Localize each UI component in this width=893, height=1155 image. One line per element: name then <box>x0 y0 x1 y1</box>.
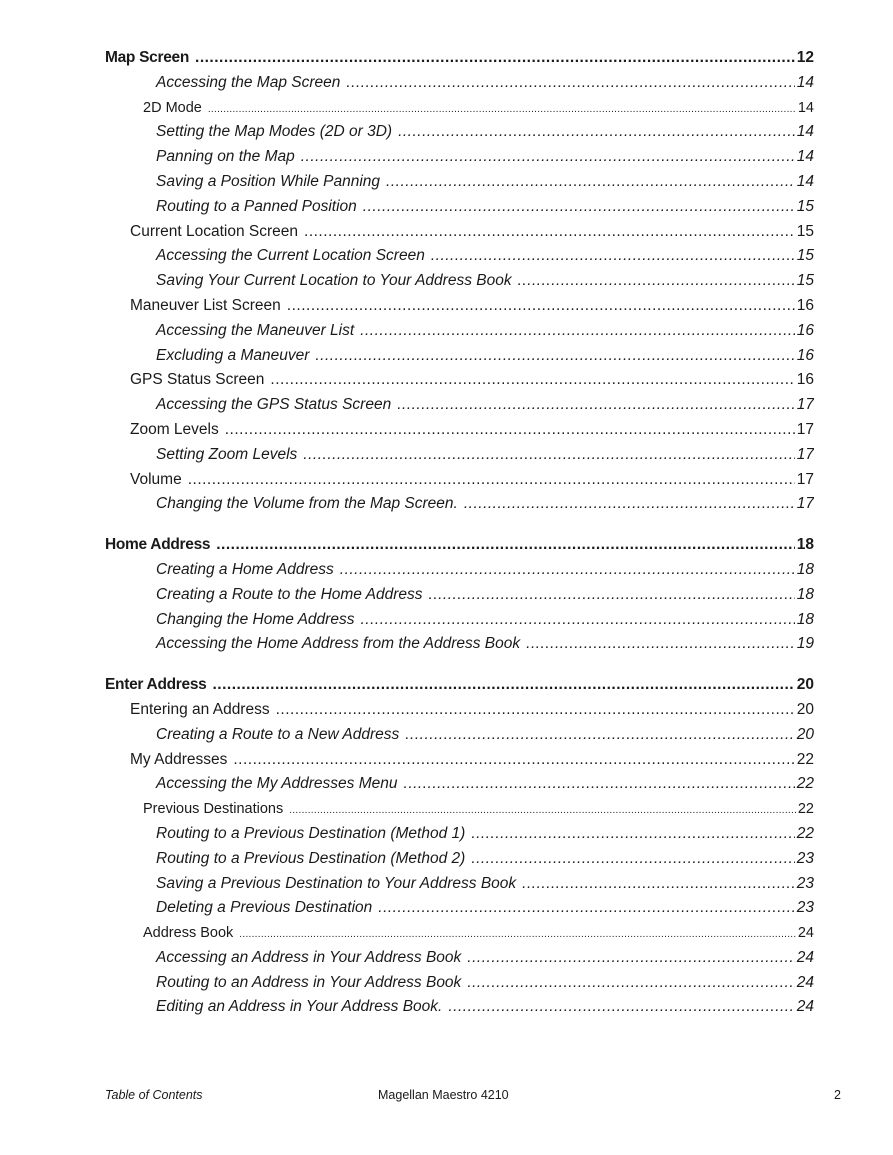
toc-dot-leader <box>464 492 795 517</box>
toc-subsection-entry[interactable] <box>105 468 814 493</box>
toc-topic-entry[interactable] <box>105 393 814 418</box>
toc-entry-title: Accessing the Current Location Screen <box>156 247 425 265</box>
toc-topic-entry[interactable] <box>105 71 814 96</box>
toc-topic-entry[interactable] <box>105 319 814 344</box>
toc-topic-entry[interactable] <box>105 995 814 1020</box>
toc-topic-entry[interactable] <box>105 723 814 748</box>
toc-entry-page: 17 <box>796 470 814 488</box>
toc-entry-page: 17 <box>796 420 814 438</box>
toc-entry-page: 22 <box>797 801 814 818</box>
toc-entry-title: My Addresses <box>130 750 228 768</box>
toc-dot-leader <box>404 772 795 797</box>
toc-topic-entry[interactable] <box>105 946 814 971</box>
toc-entry-page: 16 <box>796 346 814 364</box>
toc-entry-page: 23 <box>796 874 814 892</box>
toc-dot-leader <box>239 923 796 946</box>
toc-entry-page: 24 <box>797 925 814 942</box>
toc-topic-entry[interactable] <box>105 244 814 269</box>
toc-dot-leader <box>346 71 794 96</box>
toc-dot-leader <box>360 319 795 344</box>
toc-chapter-entry[interactable] <box>105 673 814 698</box>
page-footer <box>0 1088 893 1106</box>
toc-topic-entry[interactable] <box>105 608 814 633</box>
footer-page-number: 2 <box>834 1088 841 1102</box>
toc-subsection-entry[interactable] <box>105 368 814 393</box>
toc-entry-page: 18 <box>796 585 814 603</box>
toc-dot-leader <box>195 46 795 71</box>
toc-entry-page: 20 <box>796 700 814 718</box>
toc-entry-title: Accessing the GPS Status Screen <box>156 396 392 414</box>
toc-topic-entry[interactable] <box>105 971 814 996</box>
toc-dot-leader <box>397 393 795 418</box>
toc-entry-page: 18 <box>796 560 814 578</box>
toc-section <box>105 46 814 517</box>
toc-topic-entry[interactable] <box>105 344 814 369</box>
toc-dot-leader <box>188 468 795 493</box>
toc-entry-title: Creating a Route to the Home Address <box>156 585 423 603</box>
toc-entry-title: Routing to an Address in Your Address Book <box>156 973 462 991</box>
toc-subsection-entry[interactable] <box>105 220 814 245</box>
toc-entry-page: 15 <box>796 272 814 290</box>
toc-dot-leader <box>360 608 794 633</box>
toc-entry-title: Map Screen <box>105 49 190 66</box>
toc-entry-title: Zoom Levels <box>130 420 219 438</box>
toc-entry-title: Creating a Home Address <box>156 560 334 578</box>
toc-dot-leader <box>216 533 795 558</box>
table-of-contents <box>105 46 814 1020</box>
toc-topic-entry[interactable] <box>105 558 814 583</box>
toc-topic-entry[interactable] <box>105 896 814 921</box>
toc-dot-leader <box>378 896 794 921</box>
toc-dot-leader <box>526 632 795 657</box>
toc-dot-leader <box>386 170 795 195</box>
toc-topic-entry[interactable] <box>105 170 814 195</box>
toc-section <box>105 533 814 657</box>
toc-entry-page: 15 <box>796 247 814 265</box>
toc-dot-leader <box>522 872 795 897</box>
toc-entry-title: Saving Your Current Location to Your Address Book <box>156 272 512 290</box>
toc-entry-page: 22 <box>796 775 814 793</box>
toc-subsection-entry[interactable] <box>105 418 814 443</box>
toc-dot-leader <box>431 244 795 269</box>
toc-entry-title: Enter Address <box>105 676 207 694</box>
toc-entry-page: 17 <box>796 495 814 513</box>
toc-entry-title: Routing to a Previous Destination (Method 1) <box>156 824 466 842</box>
toc-entry-title: Address Book <box>143 925 234 942</box>
toc-entry-page: 22 <box>796 824 814 842</box>
toc-dot-leader <box>289 799 796 822</box>
toc-entry-page: 24 <box>796 973 814 991</box>
toc-entry-title: Routing to a Panned Position <box>156 197 357 215</box>
toc-entry-title: Changing the Home Address <box>156 610 355 628</box>
toc-subsection-entry[interactable] <box>105 921 814 946</box>
toc-entry-title: 2D Mode <box>143 99 202 116</box>
toc-entry-title: Excluding a Maneuver <box>156 346 310 364</box>
toc-topic-entry[interactable] <box>105 822 814 847</box>
toc-entry-title: Entering an Address <box>130 700 270 718</box>
toc-dot-leader <box>287 294 795 319</box>
toc-entry-title: Volume <box>130 470 182 488</box>
toc-topic-entry[interactable] <box>105 772 814 797</box>
toc-topic-entry[interactable] <box>105 492 814 517</box>
toc-entry-title: Editing an Address in Your Address Book. <box>156 998 443 1016</box>
toc-entry-page: 18 <box>796 610 814 628</box>
toc-dot-leader <box>471 822 794 847</box>
toc-entry-title: GPS Status Screen <box>130 371 265 389</box>
toc-entry-title: Previous Destinations <box>143 801 284 818</box>
toc-topic-entry[interactable] <box>105 269 814 294</box>
toc-dot-leader <box>212 673 794 698</box>
toc-entry-page: 17 <box>796 396 814 414</box>
toc-dot-leader <box>208 98 796 121</box>
toc-dot-leader <box>405 723 795 748</box>
toc-topic-entry[interactable] <box>105 120 814 145</box>
toc-dot-leader <box>471 847 794 872</box>
toc-subsection-entry[interactable] <box>105 698 814 723</box>
toc-dot-leader <box>233 748 794 773</box>
toc-dot-leader <box>303 443 794 468</box>
toc-dot-leader <box>225 418 795 443</box>
toc-dot-leader <box>276 698 795 723</box>
toc-entry-title: Home Address <box>105 536 211 554</box>
toc-entry-title: Saving a Position While Panning <box>156 172 381 190</box>
toc-dot-leader <box>448 995 794 1020</box>
toc-dot-leader <box>429 583 795 608</box>
toc-entry-title: Changing the Volume from the Map Screen. <box>156 495 458 513</box>
toc-topic-entry[interactable] <box>105 847 814 872</box>
toc-subsection-entry[interactable] <box>105 96 814 121</box>
toc-entry-title: Setting Zoom Levels <box>156 445 298 463</box>
toc-entry-title: Creating a Route to a New Address <box>156 725 400 743</box>
toc-dot-leader <box>363 195 795 220</box>
toc-entry-title: Accessing the My Addresses Menu <box>156 775 398 793</box>
footer-product-name: Magellan Maestro 4210 <box>378 1088 509 1102</box>
toc-entry-title: Current Location Screen <box>130 222 299 240</box>
toc-entry-page: 16 <box>796 371 814 389</box>
toc-entry-title: Accessing an Address in Your Address Book <box>156 948 462 966</box>
toc-entry-title: Accessing the Home Address from the Address Book <box>156 635 521 653</box>
toc-dot-leader <box>270 368 794 393</box>
toc-dot-leader <box>467 946 794 971</box>
toc-subsection-entry[interactable] <box>105 748 814 773</box>
toc-topic-entry[interactable] <box>105 443 814 468</box>
toc-entry-page: 14 <box>796 172 814 190</box>
toc-entry-page: 12 <box>796 49 814 66</box>
toc-entry-page: 24 <box>796 998 814 1016</box>
toc-entry-title: Saving a Previous Destination to Your Address Book <box>156 874 517 892</box>
toc-topic-entry[interactable] <box>105 583 814 608</box>
toc-topic-entry[interactable] <box>105 145 814 170</box>
toc-entry-page: 20 <box>796 676 814 694</box>
toc-entry-page: 17 <box>796 445 814 463</box>
toc-topic-entry[interactable] <box>105 195 814 220</box>
toc-entry-page: 24 <box>796 948 814 966</box>
toc-entry-page: 23 <box>796 849 814 867</box>
toc-entry-title: Deleting a Previous Destination <box>156 899 373 917</box>
toc-entry-title: Panning on the Map <box>156 148 295 166</box>
toc-dot-leader <box>301 145 795 170</box>
toc-entry-page: 15 <box>796 197 814 215</box>
toc-dot-leader <box>315 344 794 369</box>
toc-entry-page: 16 <box>796 321 814 339</box>
toc-entry-title: Routing to a Previous Destination (Method 2) <box>156 849 466 867</box>
toc-topic-entry[interactable] <box>105 872 814 897</box>
toc-entry-page: 14 <box>797 99 814 116</box>
toc-chapter-entry[interactable] <box>105 46 814 71</box>
toc-entry-page: 22 <box>796 750 814 768</box>
toc-section <box>105 673 814 1020</box>
toc-entry-title: Accessing the Maneuver List <box>156 321 355 339</box>
toc-chapter-entry[interactable] <box>105 533 814 558</box>
toc-dot-leader <box>304 220 795 245</box>
toc-entry-page: 15 <box>796 222 814 240</box>
toc-entry-page: 18 <box>796 536 814 554</box>
toc-entry-page: 16 <box>796 296 814 314</box>
toc-entry-page: 14 <box>796 148 814 166</box>
toc-entry-page: 14 <box>796 73 814 91</box>
toc-entry-page: 23 <box>796 899 814 917</box>
toc-entry-page: 19 <box>796 635 814 653</box>
toc-entry-page: 20 <box>796 725 814 743</box>
toc-dot-leader <box>467 971 794 996</box>
toc-entry-title: Maneuver List Screen <box>130 296 281 314</box>
toc-dot-leader <box>340 558 795 583</box>
toc-topic-entry[interactable] <box>105 632 814 657</box>
toc-subsection-entry[interactable] <box>105 294 814 319</box>
toc-entry-title: Accessing the Map Screen <box>156 73 341 91</box>
toc-entry-page: 14 <box>796 123 814 141</box>
toc-subsection-entry[interactable] <box>105 797 814 822</box>
toc-dot-leader <box>398 120 795 145</box>
toc-dot-leader <box>518 269 795 294</box>
footer-section-label: Table of Contents <box>105 1088 203 1102</box>
toc-entry-title: Setting the Map Modes (2D or 3D) <box>156 123 393 141</box>
